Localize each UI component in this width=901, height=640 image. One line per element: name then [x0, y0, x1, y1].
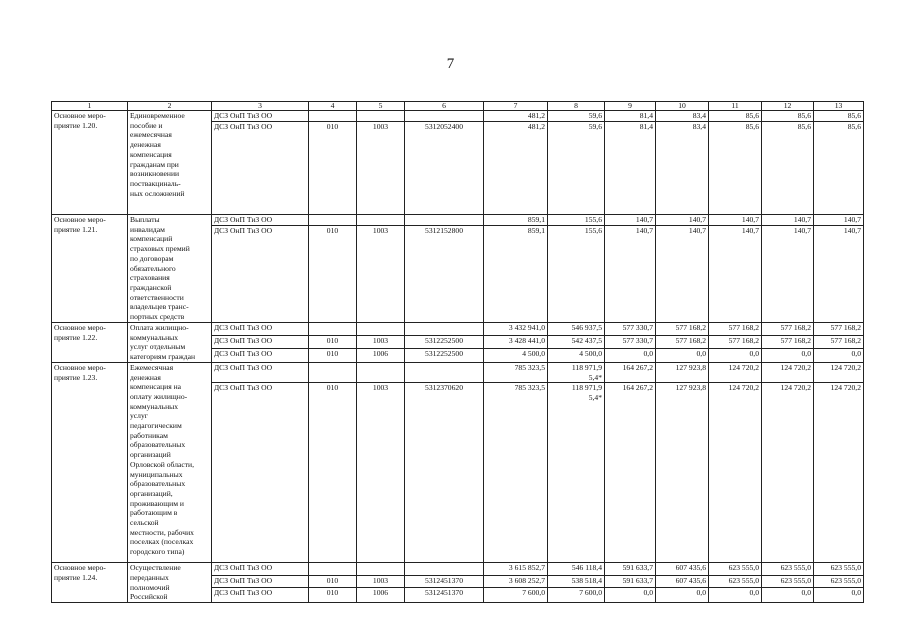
header-cell: 8 — [548, 102, 605, 111]
value-cell: 1003 — [357, 383, 405, 563]
value-cell: 140,7 — [814, 215, 864, 226]
value-cell: 1006 — [357, 588, 405, 603]
value-cell: 140,7 — [709, 215, 762, 226]
value-cell: 0,0 — [656, 348, 709, 362]
value-cell — [357, 323, 405, 336]
executor-cell: ДСЗ ОнП ТиЗ ОО — [212, 588, 309, 603]
header-cell: 11 — [709, 102, 762, 111]
value-cell: 5312370620 — [405, 383, 484, 563]
value-cell: 577 168,2 — [814, 323, 864, 336]
value-cell: 623 555,0 — [814, 575, 864, 588]
table-row — [52, 362, 864, 382]
header-cell: 5 — [357, 102, 405, 111]
value-cell: 124 720,2 — [814, 362, 864, 382]
value-cell: 010 — [309, 226, 357, 323]
value-cell — [405, 563, 484, 576]
value-cell: 140,7 — [762, 215, 814, 226]
value-cell: 0,0 — [814, 588, 864, 603]
budget-table — [51, 101, 864, 603]
value-cell: 785 323,5 — [484, 362, 548, 382]
value-cell: 1006 — [357, 348, 405, 362]
value-cell: 542 437,5 — [548, 335, 605, 348]
value-cell: 3 615 852,7 — [484, 563, 548, 576]
header-cell: 12 — [762, 102, 814, 111]
header-cell: 7 — [484, 102, 548, 111]
value-cell: 546 118,4 — [548, 563, 605, 576]
value-cell: 0,0 — [605, 348, 656, 362]
value-cell: 124 720,2 — [709, 362, 762, 382]
value-cell: 1003 — [357, 226, 405, 323]
value-cell: 1003 — [357, 575, 405, 588]
value-cell: 127 923,8 — [656, 362, 709, 382]
value-cell: 607 435,6 — [656, 563, 709, 576]
value-cell: 83,4 — [656, 111, 709, 122]
value-cell: 140,7 — [605, 215, 656, 226]
value-cell — [357, 215, 405, 226]
value-cell: 3 428 441,0 — [484, 335, 548, 348]
value-cell: 577 168,2 — [656, 335, 709, 348]
value-cell: 623 555,0 — [709, 575, 762, 588]
value-cell: 124 720,2 — [814, 383, 864, 563]
value-cell: 010 — [309, 122, 357, 215]
executor-cell: ДСЗ ОнП ТиЗ ОО — [212, 226, 309, 323]
value-cell: 607 435,6 — [656, 575, 709, 588]
value-cell: 3 608 252,7 — [484, 575, 548, 588]
header-cell: 9 — [605, 102, 656, 111]
header-cell: 3 — [212, 102, 309, 111]
value-cell: 140,7 — [656, 215, 709, 226]
value-cell — [309, 111, 357, 122]
value-cell: 7 600,0 — [548, 588, 605, 603]
value-cell — [405, 323, 484, 336]
executor-cell: ДСЗ ОнП ТиЗ ОО — [212, 122, 309, 215]
value-cell: 577 168,2 — [709, 335, 762, 348]
measure-description: Ежемесячная денежная компенсация на оплату жилищно- коммунальных услуг педагогическим работникам образовательных организаций Орловской области, муниципальных образовательных организаций, проживающим и работающим в сельской местности, рабочих поселках (поселках городского типа) — [128, 362, 212, 562]
value-cell: 5312252500 — [405, 348, 484, 362]
value-cell: 0,0 — [762, 588, 814, 603]
value-cell: 85,6 — [762, 111, 814, 122]
value-cell — [357, 111, 405, 122]
value-cell — [309, 563, 357, 576]
value-cell: 859,1 — [484, 226, 548, 323]
value-cell: 81,4 — [605, 122, 656, 215]
value-cell: 140,7 — [656, 226, 709, 323]
value-cell: 83,4 — [656, 122, 709, 215]
value-cell: 577 168,2 — [709, 323, 762, 336]
value-cell: 85,6 — [814, 122, 864, 215]
value-cell: 591 633,7 — [605, 575, 656, 588]
value-cell: 5312451370 — [405, 588, 484, 603]
value-cell — [357, 563, 405, 576]
value-cell: 481,2 — [484, 122, 548, 215]
value-cell — [309, 215, 357, 226]
value-cell: 85,6 — [709, 111, 762, 122]
value-cell: 59,6 — [548, 111, 605, 122]
executor-cell: ДСЗ ОнП ТиЗ ОО — [212, 383, 309, 563]
value-cell: 85,6 — [709, 122, 762, 215]
value-cell — [405, 215, 484, 226]
value-cell: 164 267,2 — [605, 383, 656, 563]
value-cell: 0,0 — [709, 348, 762, 362]
value-cell: 124 720,2 — [709, 383, 762, 563]
value-cell: 623 555,0 — [762, 575, 814, 588]
value-cell: 0,0 — [709, 588, 762, 603]
value-cell: 538 518,4 — [548, 575, 605, 588]
executor-cell: ДСЗ ОнП ТиЗ ОО — [212, 323, 309, 336]
value-cell: 0,0 — [814, 348, 864, 362]
value-cell: 546 937,5 — [548, 323, 605, 336]
table-row — [52, 323, 864, 336]
value-cell: 140,7 — [814, 226, 864, 323]
measure-name: Основное меро- приятие 1.23. — [52, 362, 128, 562]
value-cell: 5312152800 — [405, 226, 484, 323]
value-cell: 5312451370 — [405, 575, 484, 588]
value-cell: 59,6 — [548, 122, 605, 215]
value-cell — [357, 362, 405, 382]
value-cell: 140,7 — [762, 226, 814, 323]
measure-name: Основное меро- приятие 1.20. — [52, 111, 128, 215]
header-cell: 13 — [814, 102, 864, 111]
executor-cell: ДСЗ ОнП ТиЗ ОО — [212, 563, 309, 576]
value-cell: 481,2 — [484, 111, 548, 122]
value-cell: 85,6 — [814, 111, 864, 122]
measure-description: Единовременное пособие и ежемесячная денежная компенсация гражданам при возникновении поствакциналь- ных осложнений — [128, 111, 212, 215]
table-row — [52, 111, 864, 122]
value-cell: 577 168,2 — [814, 335, 864, 348]
value-cell: 010 — [309, 335, 357, 348]
value-cell: 010 — [309, 588, 357, 603]
value-cell: 010 — [309, 348, 357, 362]
value-cell: 859,1 — [484, 215, 548, 226]
header-cell: 2 — [128, 102, 212, 111]
value-cell: 124 720,2 — [762, 362, 814, 382]
value-cell: 577 168,2 — [762, 335, 814, 348]
value-cell: 577 168,2 — [762, 323, 814, 336]
executor-cell: ДСЗ ОнП ТиЗ ОО — [212, 348, 309, 362]
value-cell: 577 330,7 — [605, 335, 656, 348]
executor-cell: ДСЗ ОнП ТиЗ ОО — [212, 575, 309, 588]
value-cell: 010 — [309, 575, 357, 588]
measure-name: Основное меро- приятие 1.24. — [52, 563, 128, 603]
value-cell: 577 168,2 — [656, 323, 709, 336]
value-cell: 577 330,7 — [605, 323, 656, 336]
value-cell: 85,6 — [762, 122, 814, 215]
executor-cell: ДСЗ ОнП ТиЗ ОО — [212, 111, 309, 122]
measure-name: Основное меро- приятие 1.21. — [52, 215, 128, 323]
value-cell: 3 432 941,0 — [484, 323, 548, 336]
table-row — [52, 563, 864, 576]
value-cell: 81,4 — [605, 111, 656, 122]
value-cell: 4 500,0 — [548, 348, 605, 362]
value-cell: 118 971,9 5,4* — [548, 362, 605, 382]
header-row — [52, 102, 864, 111]
value-cell: 1003 — [357, 122, 405, 215]
value-cell: 1003 — [357, 335, 405, 348]
header-cell: 1 — [52, 102, 128, 111]
value-cell — [405, 111, 484, 122]
value-cell: 5312252500 — [405, 335, 484, 348]
value-cell — [309, 323, 357, 336]
value-cell: 0,0 — [605, 588, 656, 603]
value-cell: 155,6 — [548, 215, 605, 226]
value-cell: 118 971,9 5,4* — [548, 383, 605, 563]
executor-cell: ДСЗ ОнП ТиЗ ОО — [212, 335, 309, 348]
value-cell: 140,7 — [709, 226, 762, 323]
header-cell: 6 — [405, 102, 484, 111]
value-cell: 623 555,0 — [762, 563, 814, 576]
value-cell: 164 267,2 — [605, 362, 656, 382]
table-row — [52, 215, 864, 226]
value-cell: 623 555,0 — [709, 563, 762, 576]
value-cell: 7 600,0 — [484, 588, 548, 603]
value-cell: 785 323,5 — [484, 383, 548, 563]
header-cell: 10 — [656, 102, 709, 111]
value-cell: 4 500,0 — [484, 348, 548, 362]
value-cell: 010 — [309, 383, 357, 563]
value-cell: 0,0 — [762, 348, 814, 362]
header-cell: 4 — [309, 102, 357, 111]
measure-name: Основное меро- приятие 1.22. — [52, 323, 128, 363]
executor-cell: ДСЗ ОнП ТиЗ ОО — [212, 215, 309, 226]
measure-description: Выплаты инвалидам компенсаций страховых премий по договорам обязательного страхования гражданской ответственности владельцев транс- портных средств — [128, 215, 212, 323]
value-cell: 623 555,0 — [814, 563, 864, 576]
value-cell: 5312052400 — [405, 122, 484, 215]
measure-description: Осуществление переданных полномочий Российской — [128, 563, 212, 603]
value-cell — [405, 362, 484, 382]
value-cell — [309, 362, 357, 382]
value-cell: 0,0 — [656, 588, 709, 603]
value-cell: 124 720,2 — [762, 383, 814, 563]
value-cell: 140,7 — [605, 226, 656, 323]
page-number: 7 — [446, 56, 455, 72]
executor-cell: ДСЗ ОнП ТиЗ ОО — [212, 362, 309, 382]
value-cell: 127 923,8 — [656, 383, 709, 563]
value-cell: 591 633,7 — [605, 563, 656, 576]
measure-description: Оплата жилищно- коммунальных услуг отдельным категориям граждан — [128, 323, 212, 363]
value-cell: 155,6 — [548, 226, 605, 323]
